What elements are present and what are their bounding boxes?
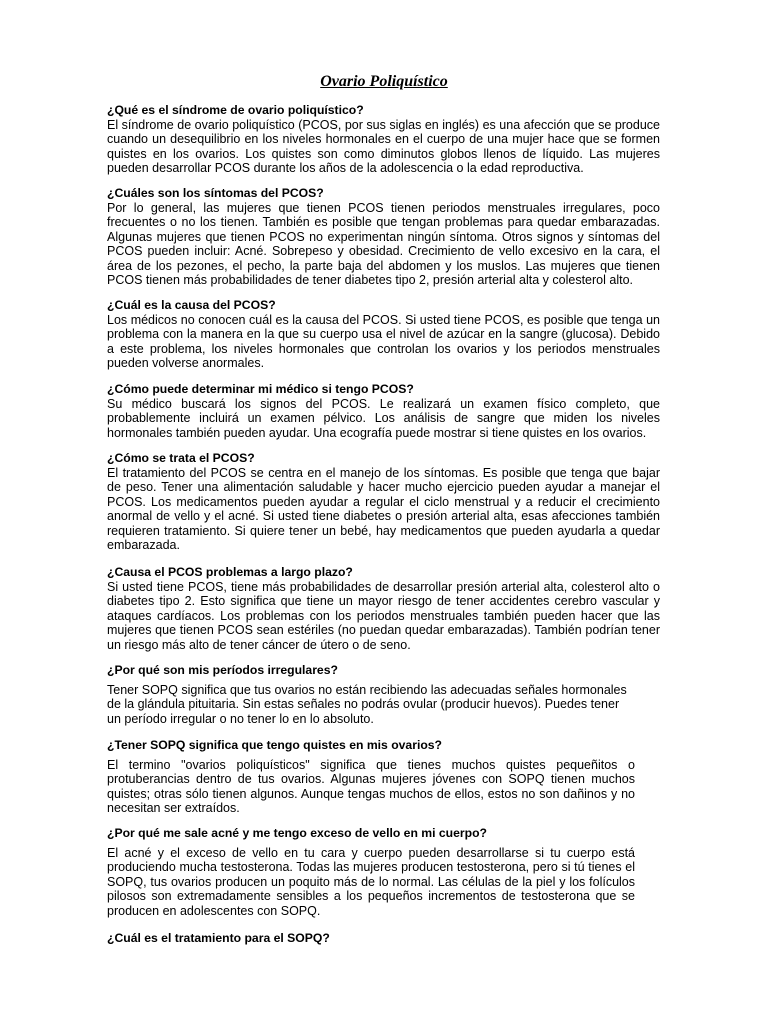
section-long-term <box>107 565 660 652</box>
section-treatment <box>107 451 660 553</box>
section-irregular-periods <box>107 663 635 726</box>
section-answer: El síndrome de ovario poliquístico (PCOS, por sus siglas en inglés) es una afección que se produce cuando un desequilibrio en los niveles hormonales en el cuerpo de una mujer hace que se formen quistes en los ovarios. Los quistes son como diminutos globos llenos de líquido. Las mujeres pueden desarrollar PCOS durante los años de la adolescencia o la edad reproductiva. <box>107 117 660 175</box>
section-question: ¿Cómo puede determinar mi médico si tengo PCOS? <box>107 382 414 396</box>
section-answer: El termino "ovarios poliquísticos" significa que tienes muchos quistes pequeñitos o protuberancias dentro de tus ovarios. Algunas mujeres jóvenes con SOPQ tienen muchos quistes; otras sólo tienen algunos. Aunque tengas muchos de ellos, estos no son dañinos y no necesitan ser extraídos. <box>107 757 635 815</box>
section-cause <box>107 298 660 371</box>
section-answer: El tratamiento del PCOS se centra en el manejo de los síntomas. Es posible que tenga que bajar de peso. Tener una alimentación saludable y hacer mucho ejercicio pueden ayudar a manejar el PCOS. Los medicamentos pueden ayudar a regular el ciclo menstrual y a reducir el crecimiento anormal de vello y el acné. Si usted tiene diabetes o presión arterial alta, esas afecciones también requieren tratamiento. Si quiere tener un bebé, hay medicamentos que pueden ayudarla a quedar embarazada. <box>107 465 660 552</box>
document-title: Ovario Poliquístico <box>320 73 448 90</box>
section-answer: El acné y el exceso de vello en tu cara y cuerpo pueden desarrollarse si tu cuerpo está produciendo mucha testosterona. Todas las mujeres producen testosterona, pero si tú tienes el SOPQ, tus ovarios producen un poquito más de lo normal. Las células de la piel y los folículos pilosos son extremadamente sensibles a los pequeños incrementos de testosterona que se producen en adolescentes con SOPQ. <box>107 845 635 918</box>
section-answer: Por lo general, las mujeres que tienen PCOS tienen periodos menstruales irregulares, poco frecuentes o no los tienen. También es posible que tengan problemas para quedar embarazadas. Algunas mujeres que tienen PCOS no experimentan ningún síntoma. Otros signos y síntomas del PCOS pueden incluir: Acné. Sobrepeso y obesidad. Crecimiento de vello excesivo en la cara, el área de los pezones, el pecho, la parte baja del abdomen y los muslos. Las mujeres que tienen PCOS tienen más probabilidades de tener diabetes tipo 2, presión arterial alta y colesterol alto. <box>107 200 660 287</box>
section-question: ¿Cuál es la causa del PCOS? <box>107 298 276 312</box>
section-answer: Si usted tiene PCOS, tiene más probabilidades de desarrollar presión arterial alta, colesterol alto o diabetes tipo 2. Esto significa que tiene un mayor riesgo de tener accidentes cerebro vascular y ataques cardíacos. Los problemas con los periodos menstruales también pueden hacer que las mujeres que tienen PCOS sean estériles (no puedan quedar embarazadas). También podrían tener un riesgo más alto de tener cáncer de útero o de seno. <box>107 579 660 652</box>
section-acne-hair <box>107 826 635 918</box>
section-question: ¿Cuáles son los síntomas del PCOS? <box>107 186 324 200</box>
section-question: ¿Por qué me sale acné y me tengo exceso de vello en mi cuerpo? <box>107 826 487 840</box>
section-what-is-pcos <box>107 103 660 176</box>
section-question: ¿Cuál es el tratamiento para el SOPQ? <box>107 931 330 945</box>
section-question: ¿Causa el PCOS problemas a largo plazo? <box>107 565 353 579</box>
section-cysts <box>107 738 635 816</box>
section-answer: Los médicos no conocen cuál es la causa del PCOS. Si usted tiene PCOS, es posible que tenga un problema con la manera en la que su cuerpo usa el nivel de azúcar en la sangre (glucosa). Debido a este problema, los niveles hormonales que controlan los ovarios y los periodos menstruales pueden volverse anormales. <box>107 312 660 370</box>
section-question: ¿Cómo se trata el PCOS? <box>107 451 255 465</box>
section-sopq-treatment <box>107 931 635 946</box>
section-diagnosis <box>107 382 660 440</box>
section-question: ¿Por qué son mis períodos irregulares? <box>107 663 338 677</box>
section-question: ¿Qué es el síndrome de ovario poliquístico? <box>107 103 364 117</box>
section-question: ¿Tener SOPQ significa que tengo quistes en mis ovarios? <box>107 738 443 752</box>
section-answer: Su médico buscará los signos del PCOS. Le realizará un examen físico completo, que probablemente incluirá un examen pélvico. Los análisis de sangre que miden los niveles hormonales también pueden ayudar. Una ecografía puede mostrar si tiene quistes en los ovarios. <box>107 396 660 440</box>
section-answer: Tener SOPQ significa que tus ovarios no están recibiendo las adecuadas señales hormonales de la glándula pituitaria. Sin estas señales no podrás ovular (producir huevos). Puedes tener un período irregular o no tener lo en lo absoluto. <box>107 682 627 726</box>
section-symptoms <box>107 186 660 288</box>
